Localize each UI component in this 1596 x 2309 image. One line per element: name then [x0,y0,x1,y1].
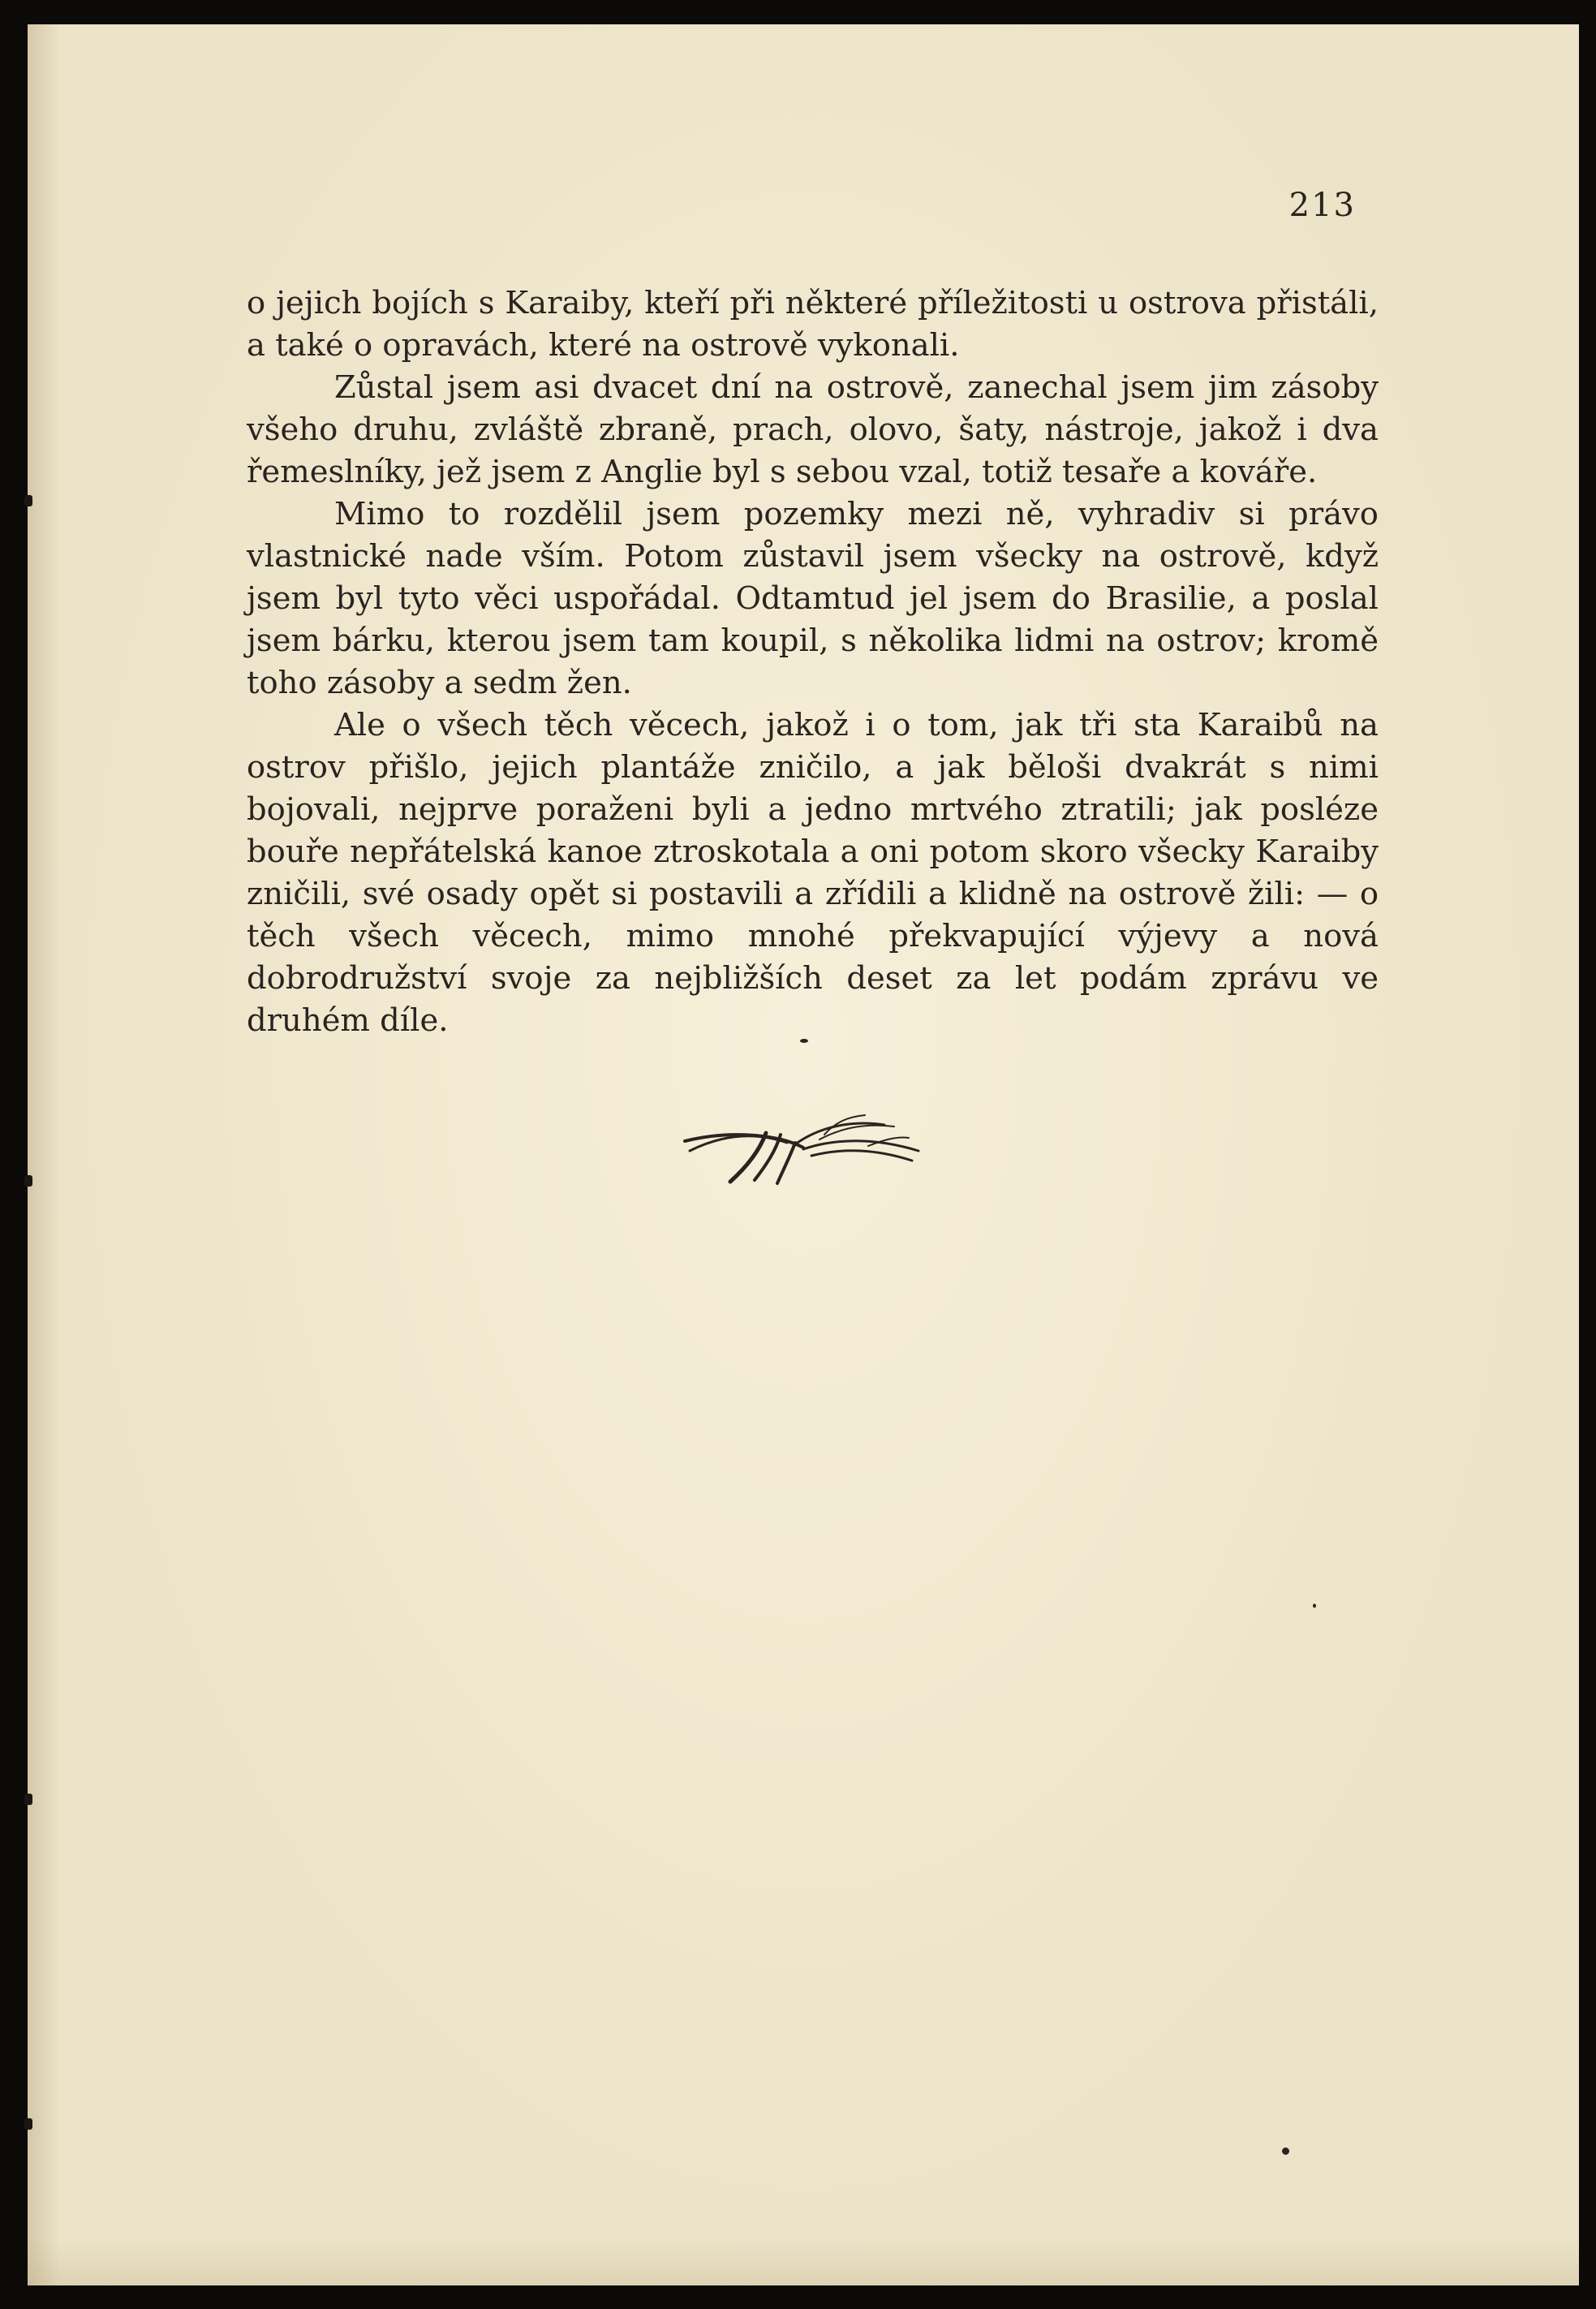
paragraph: Ale o všech těch věcech, jakož i o tom, jak tři sta Karaibů na ostrov přišlo, jejich plantáže zničilo, a jak běloši dvakrát s nimi bojovali, nejprve poraženi byli a jedno mrtvého ztratili; jak posléze bouře nepřátelská kanoe ztroskotala a oni potom skoro všecky Karaiby zničili, své osady opět si postavili a zřídili a klidně na ostrově žili: — o těch všech věcech, mimo mnohé překvapující výjevy a nová dobrodružství svoje za nejbližších deset za let podám zprávu ve druhém díle. [247,707,1379,1039]
fern-sprig-ornament-icon [682,1102,925,1191]
binding-speck [24,1794,32,1805]
paragraph: o jejich bojích s Karaiby, kteří při některé příležitosti u ostrova přistáli, a také o opravách, které na ostrově vykonali. [247,285,1379,364]
paper-speck [800,1039,808,1043]
paper-speck [1313,1604,1316,1608]
page-number: 213 [1288,187,1356,224]
binding-speck [24,495,32,506]
binding-speck [24,2118,32,2130]
paragraph: Zůstal jsem asi dvacet dní na ostrově, zanechal jsem jim zásoby všeho druhu, zvláště zbraně, prach, olovo, šaty, nástroje, jakož i dva řemeslníky, jež jsem z Anglie byl s sebou vzal, totiž tesaře a kováře. [247,369,1379,490]
paper-speck [1282,2147,1289,2155]
body-text [247,282,1379,1042]
binding-speck [24,1175,32,1187]
book-page [28,24,1579,2285]
paragraph: Mimo to rozdělil jsem pozemky mezi ně, vyhradiv si právo vlastnické nade vším. Potom zůstavil jsem všecky na ostrově, když jsem byl tyto věci uspořádal. Odtamtud jel jsem do Brasilie, a poslal jsem bárku, kterou jsem tam koupil, s několika lidmi na ostrov; kromě toho zásoby a sedm žen. [247,496,1379,701]
